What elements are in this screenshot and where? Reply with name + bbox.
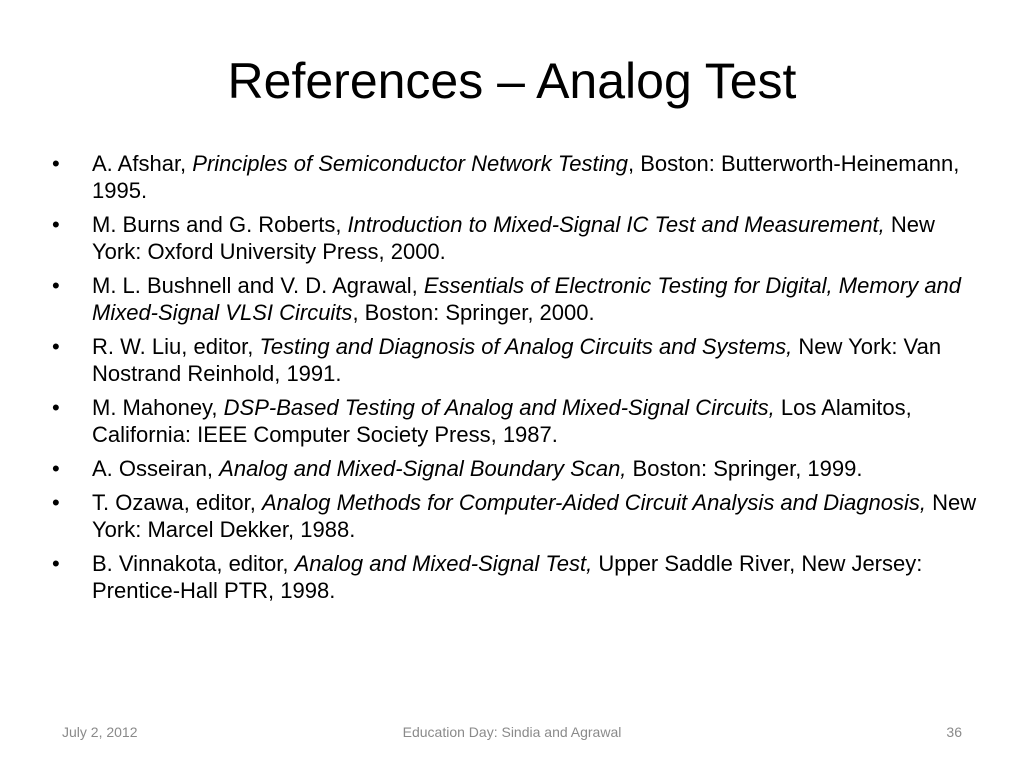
reference-publication: , Boston: Springer, 2000.	[352, 300, 595, 325]
reference-work-title: Principles of Semiconductor Network Testing	[192, 151, 628, 176]
bullet: •	[52, 212, 60, 237]
bullet: •	[52, 395, 60, 420]
references-list	[52, 150, 982, 611]
reference-work-title: Essentials of Electronic Testing for Digital, Memory and Mixed-Signal VLSI Circuits	[92, 273, 962, 325]
reference-publication: New York: Marcel Dekker, 1988.	[92, 490, 977, 542]
reference-work-title: Analog and Mixed-Signal Test,	[294, 551, 593, 576]
bullet: •	[52, 151, 60, 176]
reference-item	[52, 455, 982, 482]
reference-publication: Los Alamitos, California: IEEE Computer Society Press, 1987.	[92, 395, 912, 447]
reference-item	[52, 272, 982, 326]
reference-authors: B. Vinnakota, editor,	[92, 551, 295, 576]
bullet: •	[52, 551, 60, 576]
reference-work-title: Analog Methods for Computer-Aided Circuit Analysis and Diagnosis,	[261, 490, 926, 515]
reference-authors: M. Burns and G. Roberts,	[92, 212, 348, 237]
reference-item	[52, 211, 982, 265]
reference-publication: Upper Saddle River, New Jersey: Prentice-Hall PTR, 1998.	[92, 551, 923, 603]
reference-item	[52, 489, 982, 543]
reference-publication: New York: Oxford University Press, 2000.	[92, 212, 935, 264]
reference-publication: Boston: Springer, 1999.	[626, 456, 863, 481]
reference-authors: T. Ozawa, editor,	[92, 490, 262, 515]
bullet: •	[52, 456, 60, 481]
reference-publication: , Boston: Butterworth-Heinemann, 1995.	[92, 151, 960, 203]
bullet: •	[52, 273, 60, 298]
reference-item	[52, 550, 982, 604]
bullet: •	[52, 490, 60, 515]
reference-work-title: Testing and Diagnosis of Analog Circuits and Systems,	[259, 334, 793, 359]
reference-publication: New York: Van Nostrand Reinhold, 1991.	[92, 334, 942, 386]
reference-authors: R. W. Liu, editor,	[92, 334, 260, 359]
slide-title: References – Analog Test	[227, 53, 797, 109]
reference-work-title: Analog and Mixed-Signal Boundary Scan,	[219, 456, 627, 481]
reference-item	[52, 333, 982, 387]
reference-item	[52, 394, 982, 448]
slide-number: 36	[946, 724, 962, 740]
footer-date: July 2, 2012	[62, 724, 138, 740]
reference-work-title: DSP-Based Testing of Analog and Mixed-Signal Circuits,	[223, 395, 775, 420]
reference-authors: M. Mahoney,	[92, 395, 224, 420]
reference-item	[52, 150, 982, 204]
footer-caption: Education Day: Sindia and Agrawal	[402, 724, 622, 740]
reference-authors: M. L. Bushnell and V. D. Agrawal,	[92, 273, 424, 298]
reference-work-title: Introduction to Mixed-Signal IC Test and Measurement,	[347, 212, 885, 237]
reference-authors: A. Osseiran,	[92, 456, 220, 481]
reference-authors: A. Afshar,	[92, 151, 193, 176]
bullet: •	[52, 334, 60, 359]
